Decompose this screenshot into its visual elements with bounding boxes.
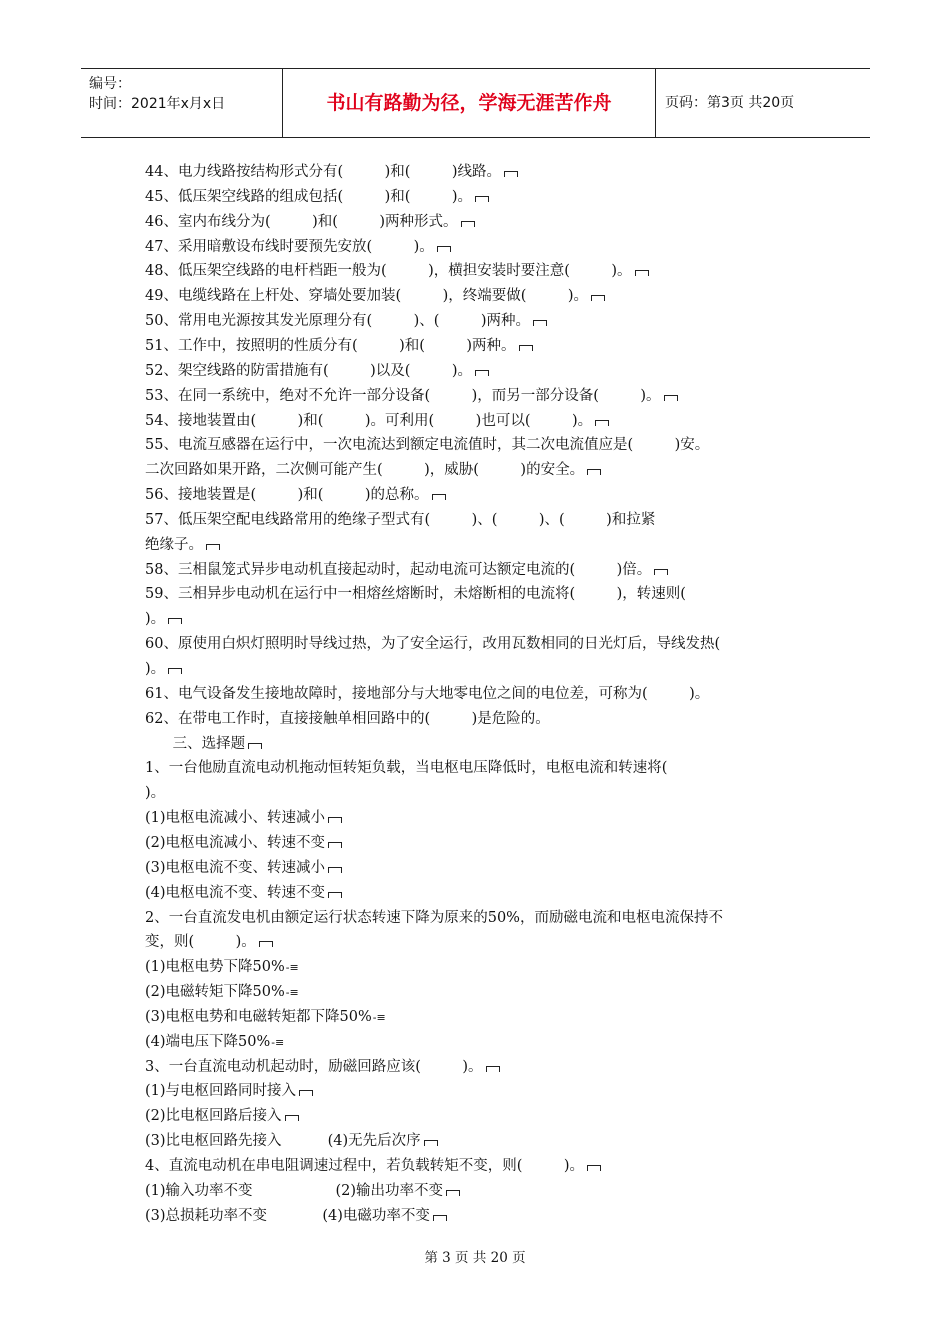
document-line <box>145 535 220 555</box>
line-end-mark-icon: -≡ <box>285 986 299 1000</box>
line-text: )。 <box>145 661 166 677</box>
line-text: (4)电枢电流不变、转速不变 <box>145 884 326 901</box>
document-line <box>145 1106 299 1126</box>
paragraph-mark-icon <box>475 196 489 202</box>
paragraph-mark-icon <box>533 320 547 326</box>
page-header <box>81 68 870 138</box>
document-line <box>145 1007 386 1028</box>
line-text: (2)比电枢回路后接入 <box>145 1108 282 1125</box>
paragraph-mark-icon <box>446 1190 460 1196</box>
document-line <box>145 237 451 257</box>
paragraph-mark-icon <box>475 370 489 376</box>
document-line <box>145 659 182 679</box>
line-text: )。 <box>145 611 166 628</box>
document-line <box>145 261 649 281</box>
line-text: 三、选择题 <box>145 735 246 752</box>
paragraph-mark-icon <box>587 469 601 475</box>
line-text: 61、电气设备发生接地故障时，接地部分与大地零电位之间的电位差，可称为( )。 <box>145 685 710 702</box>
line-text: 46、室内布线分为( )和( )两种形式。 <box>145 213 458 230</box>
document-line <box>145 908 723 928</box>
time-label: 时间：2021年x月x日 <box>89 96 226 112</box>
paragraph-mark-icon <box>206 544 220 550</box>
document-line <box>145 311 547 331</box>
document-line <box>145 1206 447 1226</box>
document-line <box>145 212 475 232</box>
document-line <box>145 386 678 406</box>
line-text: 47、采用暗敷设布线时要预先安放( )。 <box>145 238 434 255</box>
line-text: 44、电力线路按结构形式分有( )和( )线路。 <box>145 164 502 180</box>
document-line <box>145 1032 284 1053</box>
paragraph-mark-icon <box>664 395 678 401</box>
paragraph-mark-icon <box>285 1115 299 1121</box>
document-line <box>145 883 342 903</box>
paragraph-mark-icon <box>328 842 342 848</box>
document-line <box>145 957 299 978</box>
line-text: 55、电流互感器在运行中，一次电流达到额定电流值时，其二次电流值应是( )安。 <box>145 437 710 454</box>
paragraph-mark-icon <box>248 743 262 749</box>
document-line <box>145 460 601 480</box>
document-line <box>145 286 605 306</box>
line-end-mark-icon: -≡ <box>285 961 299 975</box>
document-line <box>145 1081 313 1101</box>
line-text: (1)电枢电势下降50% <box>145 959 285 976</box>
document-line <box>145 634 720 654</box>
line-text: (1)与电枢回路同时接入 <box>145 1083 297 1100</box>
line-text: (1)输入功率不变 (2)输出功率不变 <box>145 1182 444 1199</box>
line-text: (4)端电压下降50% <box>145 1033 271 1050</box>
document-line <box>145 1057 500 1077</box>
header-motto: 书山有路勤为径，学海无涯苦作舟 <box>326 92 612 114</box>
line-text: 48、低压架空线路的电杆档距一般为( )，横担安装时要注意( )。 <box>145 263 632 280</box>
paragraph-mark-icon <box>504 171 518 177</box>
document-line <box>145 361 489 381</box>
document-line <box>145 734 262 754</box>
paragraph-mark-icon <box>595 420 609 426</box>
document-line <box>145 187 489 207</box>
paragraph-mark-icon <box>424 1140 438 1146</box>
line-end-mark-icon: -≡ <box>372 1010 386 1024</box>
document-line <box>145 584 686 604</box>
document-line <box>145 1181 460 1201</box>
line-text: 二次回路如果开路，二次侧可能产生( )，威胁( )的安全。 <box>145 462 585 479</box>
document-line <box>145 485 446 505</box>
line-text: 62、在带电工作时，直接接触单相回路中的( )是危险的。 <box>145 710 550 727</box>
line-text: (2)电磁转矩下降50% <box>145 984 285 1001</box>
paragraph-mark-icon <box>437 246 451 252</box>
line-text: 59、三相异步电动机在运行中一相熔丝熔断时，未熔断相的电流将( )，转速则( <box>145 586 686 603</box>
page-footer: 第 3 页 共 20 页 <box>424 1250 526 1266</box>
number-label: 编号： <box>89 76 131 92</box>
line-text: 52、架空线路的防雷措施有( )以及( )。 <box>145 362 473 379</box>
document-line <box>145 162 518 182</box>
header-page-info: 页码：第3页 共20页 <box>665 95 795 111</box>
paragraph-mark-icon <box>299 1090 313 1096</box>
document-line <box>145 1156 601 1176</box>
line-text: 绝缘子。 <box>145 536 203 553</box>
document-line <box>145 783 165 803</box>
paragraph-mark-icon <box>591 295 605 301</box>
paragraph-mark-icon <box>328 892 342 898</box>
paragraph-mark-icon <box>328 817 342 823</box>
line-text: (3)电枢电势和电磁转矩都下降50% <box>145 1008 372 1025</box>
line-text: 51、工作中，按照明的性质分有( )和( )两种。 <box>145 337 516 354</box>
header-divider <box>655 69 656 137</box>
paragraph-mark-icon <box>259 941 273 947</box>
paragraph-mark-icon <box>519 345 533 351</box>
document-line <box>145 510 655 530</box>
line-text: 50、常用电光源按其发光原理分有( )、( )两种。 <box>145 313 531 330</box>
line-text: 57、低压架空配电线路常用的绝缘子型式有( )、( )、( )和拉紧 <box>145 511 656 528</box>
line-text: 1、一台他励直流电动机拖动恒转矩负载，当电枢电压降低时，电枢电流和转速将( <box>145 760 668 777</box>
line-text: (3)比电枢回路先接入 (4)无先后次序 <box>145 1133 421 1150</box>
paragraph-mark-icon <box>433 1215 447 1221</box>
paragraph-mark-icon <box>461 221 475 227</box>
line-text: 3、一台直流电动机起动时，励磁回路应该( )。 <box>145 1058 483 1075</box>
line-text: (1)电枢电流减小、转速减小 <box>145 810 326 827</box>
line-text: (3)电枢电流不变、转速减小 <box>145 859 326 876</box>
paragraph-mark-icon <box>635 270 649 276</box>
document-line <box>145 435 709 455</box>
line-text: )。 <box>145 785 166 802</box>
document-line <box>145 336 533 356</box>
line-text: 49、电缆线路在上杆处、穿墙处要加装( )，终端要做( )。 <box>145 288 589 305</box>
line-text: 60、原使用白炽灯照明时导线过热，为了安全运行，改用瓦数相同的日光灯后，导线发热( <box>145 636 721 653</box>
header-meta-cell <box>81 69 281 137</box>
document-line <box>145 982 299 1003</box>
line-text: 53、在同一系统中，绝对不允许一部分设备( )，而另一部分设备( )。 <box>145 387 661 404</box>
document-line <box>145 808 342 828</box>
line-text: 56、接地装置是( )和( )的总称。 <box>145 487 429 504</box>
paragraph-mark-icon <box>328 867 342 873</box>
paragraph-mark-icon <box>486 1066 500 1072</box>
line-text: (3)总损耗功率不变 (4)电磁功率不变 <box>145 1207 430 1224</box>
paragraph-mark-icon <box>587 1165 601 1171</box>
document-line <box>145 560 668 580</box>
document-line <box>145 932 273 952</box>
document-line <box>145 609 182 629</box>
paragraph-mark-icon <box>432 494 446 500</box>
paragraph-mark-icon <box>168 618 182 624</box>
line-text: 45、低压架空线路的组成包括( )和( )。 <box>145 188 473 205</box>
document-line <box>145 684 709 704</box>
line-text: (2)电枢电流减小、转速不变 <box>145 834 326 851</box>
line-text: 变，则( )。 <box>145 934 256 951</box>
line-text: 4、直流电动机在串电阻调速过程中，若负载转矩不变，则( )。 <box>145 1158 585 1174</box>
document-line <box>145 1131 438 1151</box>
document-line <box>145 833 342 853</box>
document-line <box>145 709 550 729</box>
line-text: 54、接地装置由( )和( )。可利用( )也可以( )。 <box>145 412 593 429</box>
document-line <box>145 758 667 778</box>
line-end-mark-icon: -≡ <box>271 1035 285 1049</box>
line-text: 58、三相鼠笼式异步电动机直接起动时，起动电流可达额定电流的( )倍。 <box>145 561 652 578</box>
paragraph-mark-icon <box>654 569 668 575</box>
document-line <box>145 411 609 431</box>
paragraph-mark-icon <box>168 668 182 674</box>
document-line <box>145 858 342 878</box>
line-text: 2、一台直流发电机由额定运行状态转速下降为原来的50%，而励磁电流和电枢电流保持不 <box>145 909 723 926</box>
